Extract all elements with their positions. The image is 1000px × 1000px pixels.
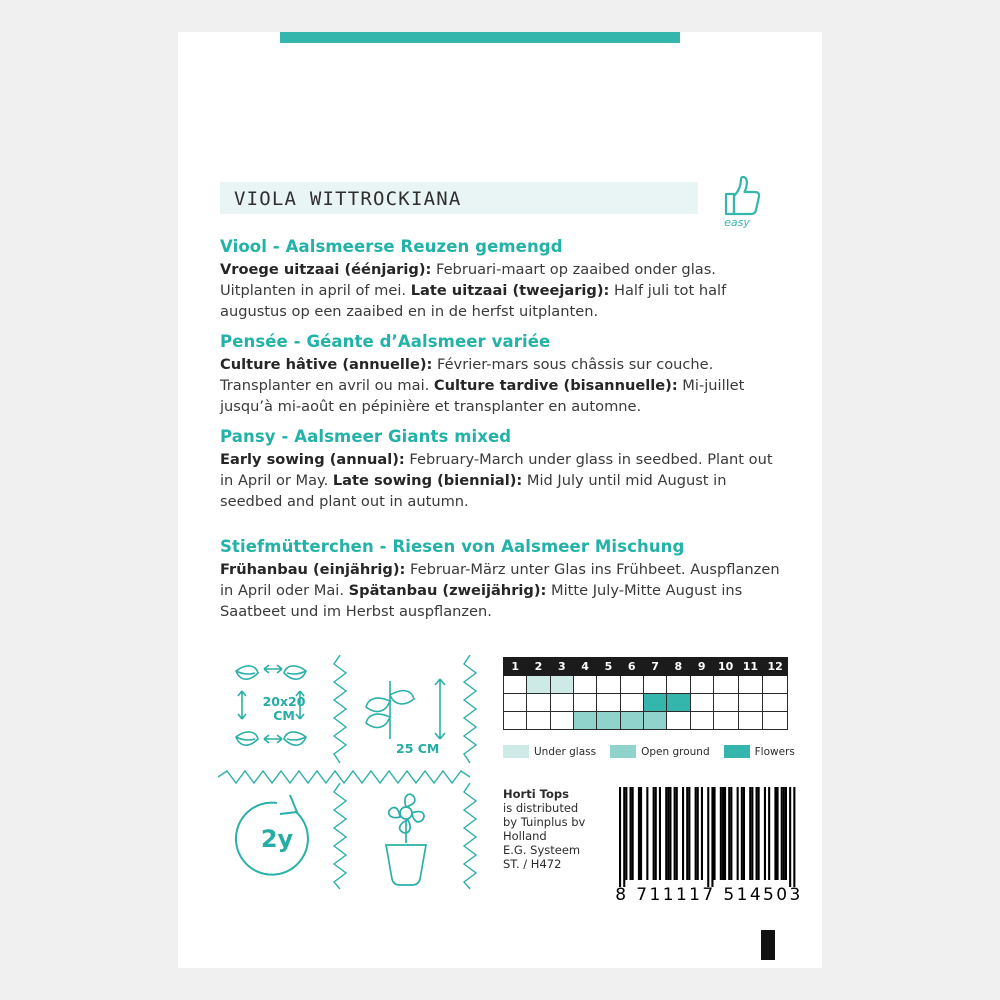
barcode-image: [615, 787, 800, 887]
calendar-cell: [504, 676, 527, 694]
calendar-cell: [550, 694, 573, 712]
brand-line-5: E.G. Systeem: [503, 843, 581, 857]
calendar-cell: [667, 676, 690, 694]
heading-fr: Pensée - Géante d’Aalsmeer variée: [220, 332, 551, 351]
calendar-month-header: 7: [643, 658, 666, 676]
heading-de: Stiefmütterchen - Riesen von Aalsmeer Mischung: [220, 537, 685, 556]
calendar-cell: [763, 676, 788, 694]
calendar-cell: [667, 694, 690, 712]
legend-label: Under glass: [534, 745, 597, 758]
calendar-cell: [504, 712, 527, 730]
legend-swatch: [503, 745, 529, 758]
calendar-cell: [667, 712, 690, 730]
calendar-header-row: [504, 658, 788, 676]
calendar-month-header: 2: [527, 658, 550, 676]
language-block-fr: [220, 332, 788, 417]
calendar-cell: [504, 694, 527, 712]
seed-packet-back: [178, 32, 822, 968]
language-block-en: [220, 427, 788, 512]
calendar-month-header: 1: [504, 658, 527, 676]
calendar-cell: [738, 694, 763, 712]
calendar-row: [504, 676, 788, 694]
botanical-name: VIOLA WITTROCKIANA: [234, 188, 462, 210]
calendar-cell: [690, 712, 713, 730]
brand-line-4: Holland: [503, 829, 547, 843]
calendar-table: [503, 657, 788, 730]
body-en: Early sowing (annual): February-March under glass in seedbed. Plant out in April or May. Late sowing (biennial): Mid July until mid August in seedbed and plant out in autumn.: [220, 451, 773, 510]
body-fr: Culture hâtive (annuelle): Février-mars sous châssis sur couche. Transplanter en avril ou mai. Culture tardive (bisannuelle): Mi-juillet jusqu’à mi-août en pépinière et transplanter en automne.: [220, 356, 745, 415]
calendar-cell: [690, 676, 713, 694]
calendar-row: [504, 712, 788, 730]
calendar-cell: [738, 712, 763, 730]
calendar-cell: [620, 712, 643, 730]
plant-height-value: 25 CM: [396, 741, 440, 756]
brand-line-3: by Tuinplus bv: [503, 815, 586, 829]
calendar-legend: [503, 745, 823, 758]
plant-spacing-value: 20x20 CM: [262, 694, 306, 723]
lifecycle-value: 2y: [260, 825, 294, 853]
legend-item: [503, 745, 596, 758]
calendar-cell: [713, 712, 738, 730]
lifecycle-pictogram: [220, 787, 340, 897]
calendar-cell: [643, 676, 666, 694]
calendar-month-header: 4: [573, 658, 596, 676]
calendar-month-header: 5: [597, 658, 620, 676]
brand-line-6: ST. / H472: [503, 857, 562, 871]
print-registration-mark: [761, 930, 775, 960]
calendar-month-header: 10: [713, 658, 738, 676]
language-block-de: [220, 537, 788, 622]
calendar-body: [504, 658, 788, 730]
heading-en: Pansy - Aalsmeer Giants mixed: [220, 427, 512, 446]
thumbs-up-icon: [712, 172, 772, 220]
body-de: Frühanbau (einjährig): Februar-März unter Glas ins Frühbeet. Auspflanzen in April oder Mai. Spätanbau (zweijährig): Mitte July-Mitte August ins Saatbeet und im Herbst auspflanzen.: [220, 561, 780, 620]
legend-item: [610, 745, 710, 758]
heading-nl: Viool - Aalsmeerse Reuzen gemengd: [220, 237, 563, 256]
calendar-cell: [597, 694, 620, 712]
calendar-month-header: 11: [738, 658, 763, 676]
barcode-svg: [615, 787, 800, 887]
calendar-cell: [527, 694, 550, 712]
legend-swatch: [610, 745, 636, 758]
legend-label: Flowers: [754, 745, 795, 758]
packet-content: [178, 32, 822, 968]
body-nl: Vroege uitzaai (éénjarig): Februari-maart op zaaibed onder glas. Uitplanten in april of mei. Late uitzaai (tweejarig): Half juli tot half augustus op een zaaibed en in de herfst uitplanten.: [220, 261, 727, 320]
potted-flower-icon: [350, 787, 470, 893]
pot-plant-pictogram: [350, 787, 470, 897]
brand-name: Horti Tops: [503, 787, 569, 801]
calendar-cell: [690, 694, 713, 712]
calendar-cell: [738, 676, 763, 694]
calendar-cell: [597, 676, 620, 694]
easy-badge: [712, 172, 772, 234]
brand-block: [503, 787, 585, 871]
legend-swatch: [724, 745, 750, 758]
language-block-nl: [220, 237, 788, 322]
calendar-cell: [597, 712, 620, 730]
calendar-month-header: 6: [620, 658, 643, 676]
calendar-cell: [573, 694, 596, 712]
divider-zigzag-horizontal: [218, 770, 476, 784]
legend-label: Open ground: [641, 745, 710, 758]
easy-label: easy: [724, 216, 750, 229]
plant-height-pictogram: [350, 657, 470, 772]
calendar-cell: [763, 712, 788, 730]
calendar-cell: [713, 676, 738, 694]
calendar-cell: [550, 676, 573, 694]
legend-item: [724, 745, 795, 758]
calendar-month-header: 3: [550, 658, 573, 676]
pictogram-area: [220, 657, 803, 912]
calendar-cell: [643, 712, 666, 730]
calendar-cell: [527, 676, 550, 694]
calendar-cell: [713, 694, 738, 712]
calendar-row: [504, 694, 788, 712]
calendar-cell: [527, 712, 550, 730]
calendar-cell: [763, 694, 788, 712]
calendar-cell: [550, 712, 573, 730]
calendar-month-header: 9: [690, 658, 713, 676]
sowing-calendar: [503, 657, 788, 730]
brand-line-2: is distributed: [503, 801, 579, 815]
calendar-cell: [620, 694, 643, 712]
calendar-cell: [643, 694, 666, 712]
calendar-cell: [573, 676, 596, 694]
plant-spacing-pictogram: [220, 657, 340, 772]
barcode-number: 8 711117 514503: [615, 885, 803, 905]
calendar-cell: [573, 712, 596, 730]
calendar-cell: [620, 676, 643, 694]
calendar-month-header: 12: [763, 658, 788, 676]
calendar-month-header: 8: [667, 658, 690, 676]
